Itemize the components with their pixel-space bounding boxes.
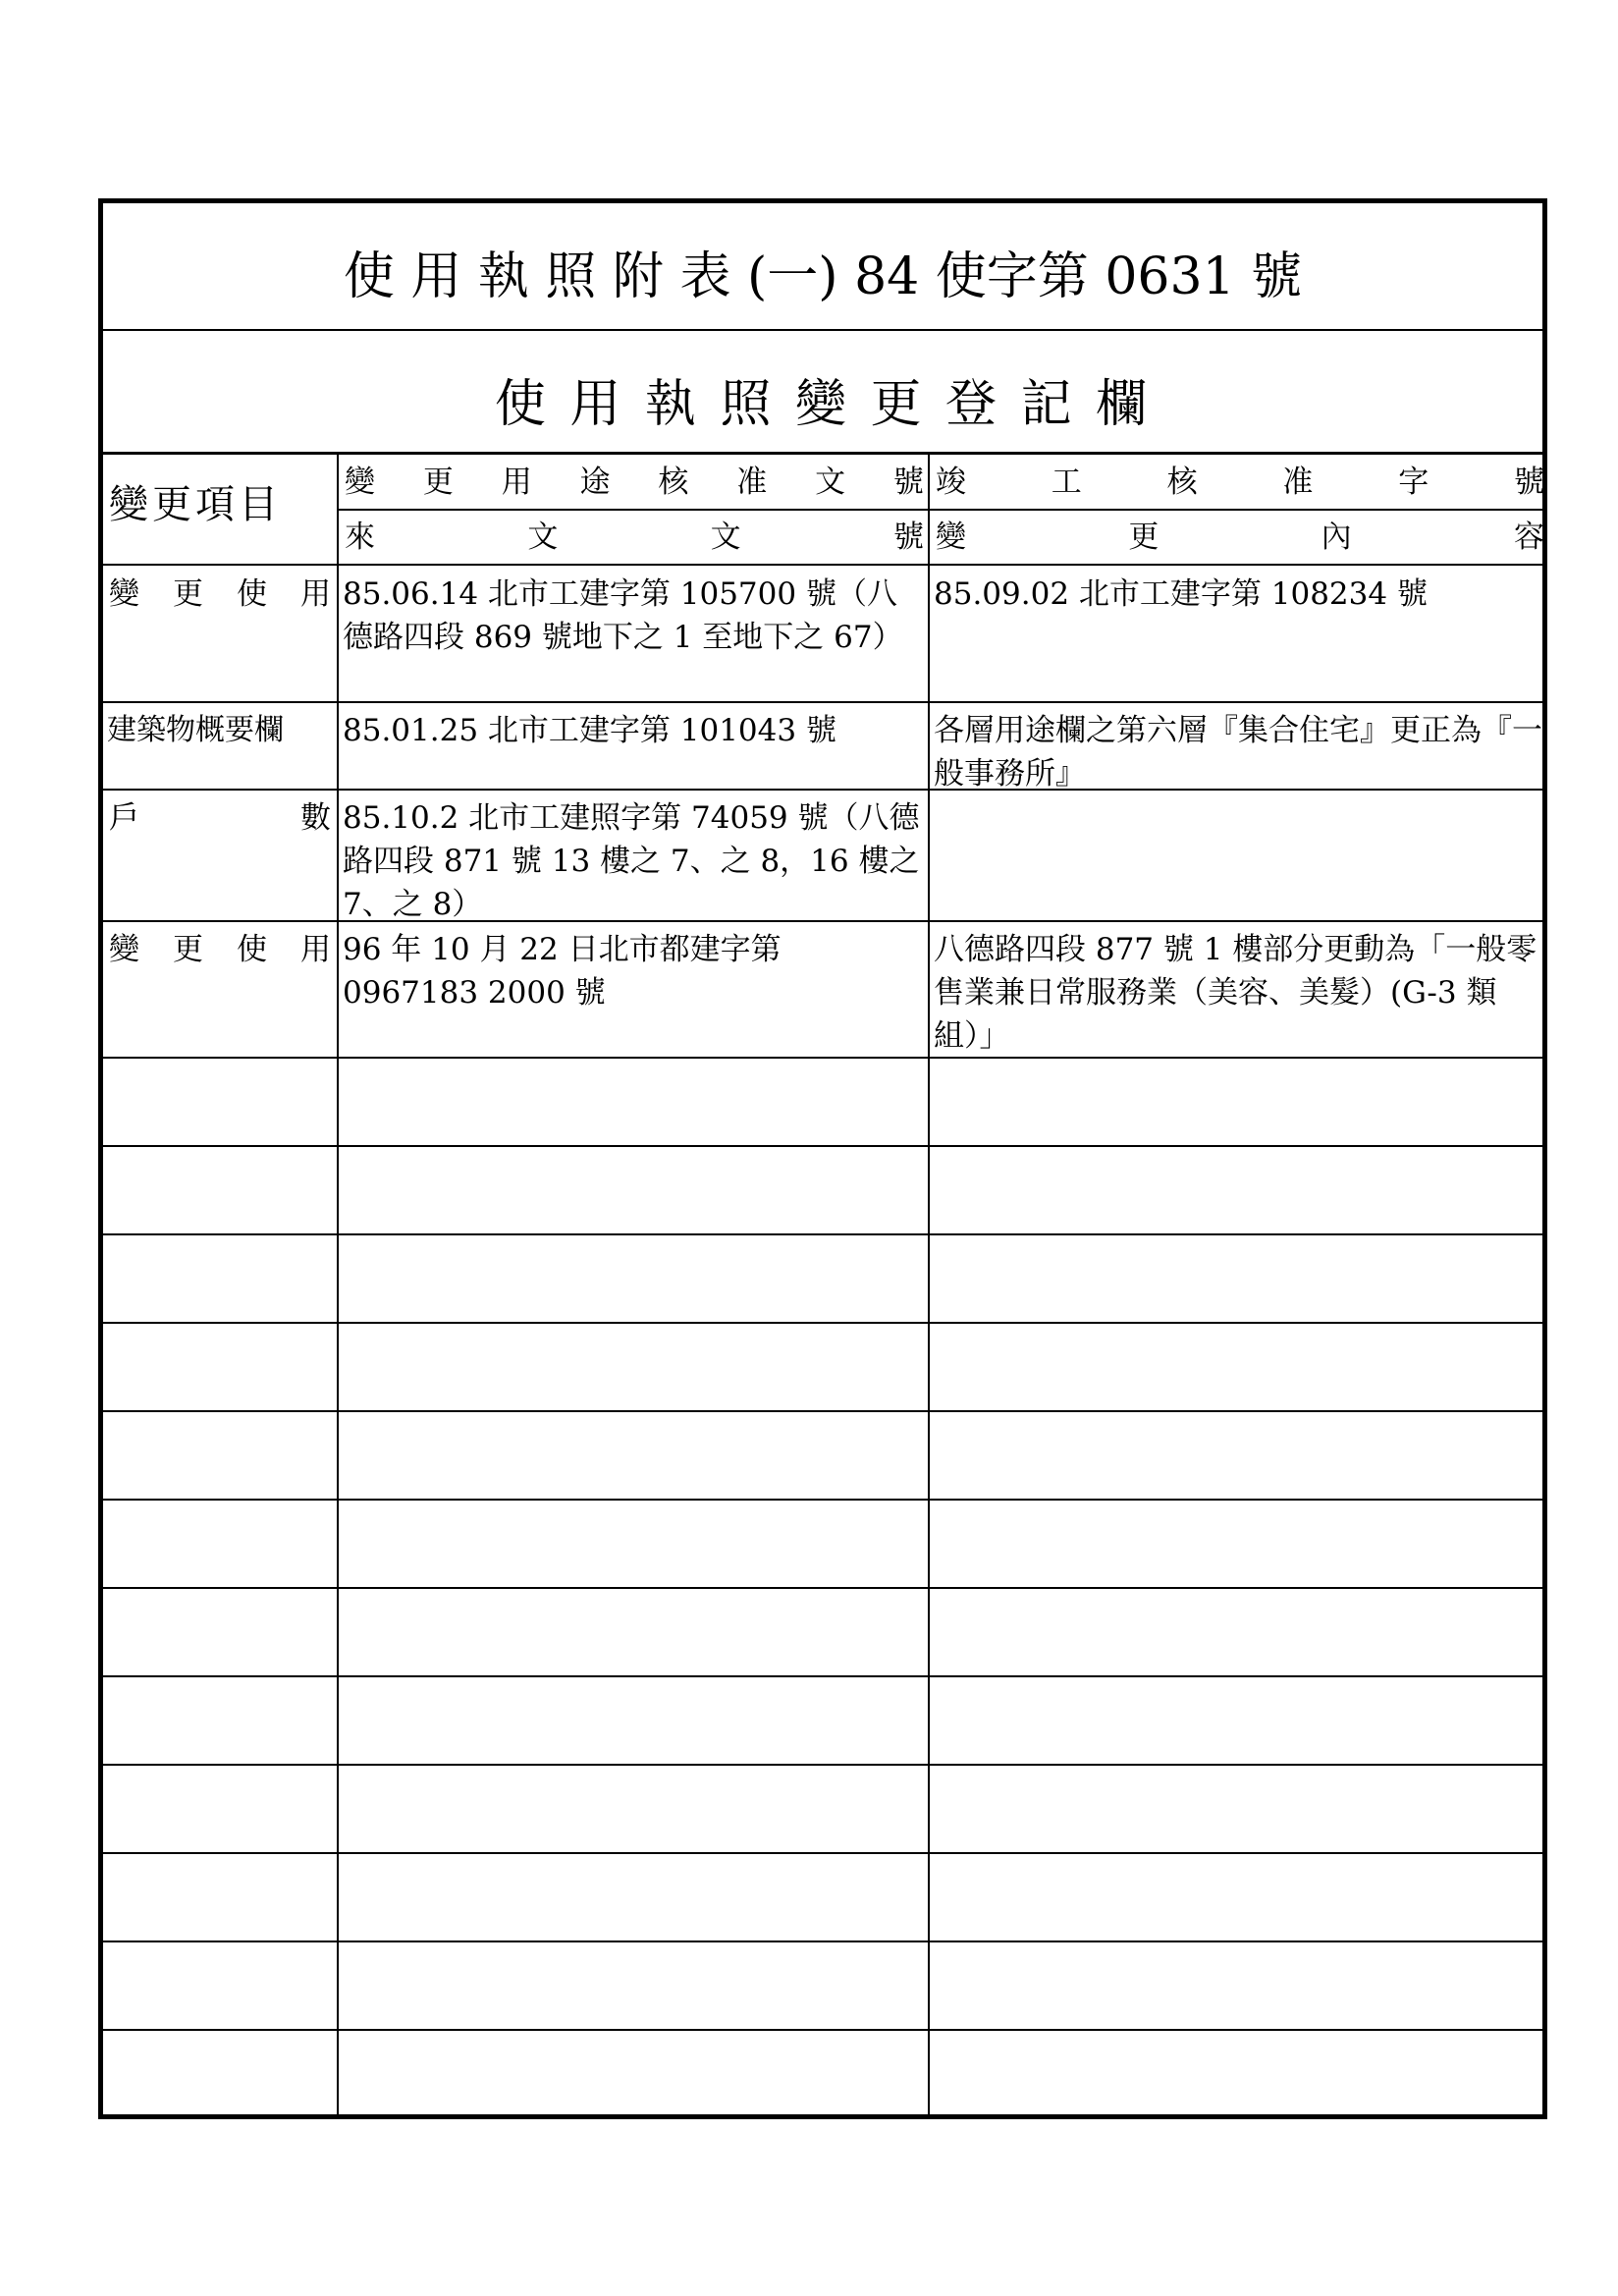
- row-item: 建築物概要欄: [107, 713, 284, 747]
- row-divider: [103, 1233, 1542, 1235]
- header-approval-doc: 變 更 用 途 核 准 文 號: [345, 465, 924, 500]
- row-content: 各層用途欄之第六層『集合住宅』更正為『一般事務所』: [934, 713, 1542, 792]
- row-item: 變 更 使 用: [109, 932, 331, 967]
- row-doc: 85.10.2 北市工建照字第 74059 號（八德路四段 871 號 13 樓之 7、之 8，16 樓之 7、之 8）: [343, 800, 920, 922]
- register-form: [98, 198, 1547, 2119]
- divider: [103, 564, 1542, 566]
- row-doc: 96 年 10 月 22 日北市都建字第 0967183 2000 號: [343, 932, 782, 1011]
- row-doc: 85.01.25 北市工建字第 101043 號: [343, 713, 836, 748]
- header-change-item: 變更項目: [109, 483, 282, 526]
- row-divider: [103, 1587, 1542, 1589]
- row-item: 變 更 使 用: [109, 576, 331, 612]
- header-incoming-doc: 來 文 文 號: [345, 519, 924, 555]
- row-content: 八德路四段 877 號 1 樓部分更動為「一般零售業兼日常服務業（美容、美髮）(G-3 類組）」: [934, 932, 1537, 1054]
- row-item: 戶 數: [109, 800, 331, 836]
- header-completion-no: 竣 工 核 准 字 號: [936, 465, 1544, 500]
- header-change-content: 變 更 內 容: [936, 519, 1544, 555]
- form-title: 使 用 執 照 附 表 (一) 84 使字第 0631 號: [343, 247, 1303, 306]
- row-divider: [103, 1410, 1542, 1412]
- divider: [103, 329, 1542, 331]
- row-divider: [103, 1675, 1542, 1677]
- divider: [103, 452, 1542, 455]
- row-divider: [103, 1941, 1542, 1942]
- row-doc: 85.06.14 北市工建字第 105700 號（八德路四段 869 號地下之 1 至地下之 67）: [343, 576, 903, 655]
- row-content: 85.09.02 北市工建字第 108234 號: [934, 576, 1428, 612]
- row-divider: [103, 920, 1542, 922]
- row-divider: [103, 2029, 1542, 2031]
- divider: [337, 509, 1542, 511]
- row-divider: [103, 1764, 1542, 1766]
- row-divider: [103, 1145, 1542, 1147]
- form-subtitle: 使 用 執 照 變 更 登 記 欄: [494, 375, 1152, 434]
- row-divider: [103, 1852, 1542, 1854]
- row-divider: [103, 1057, 1542, 1059]
- row-divider: [103, 789, 1542, 791]
- row-divider: [103, 1322, 1542, 1324]
- row-divider: [103, 701, 1542, 703]
- row-divider: [103, 1499, 1542, 1501]
